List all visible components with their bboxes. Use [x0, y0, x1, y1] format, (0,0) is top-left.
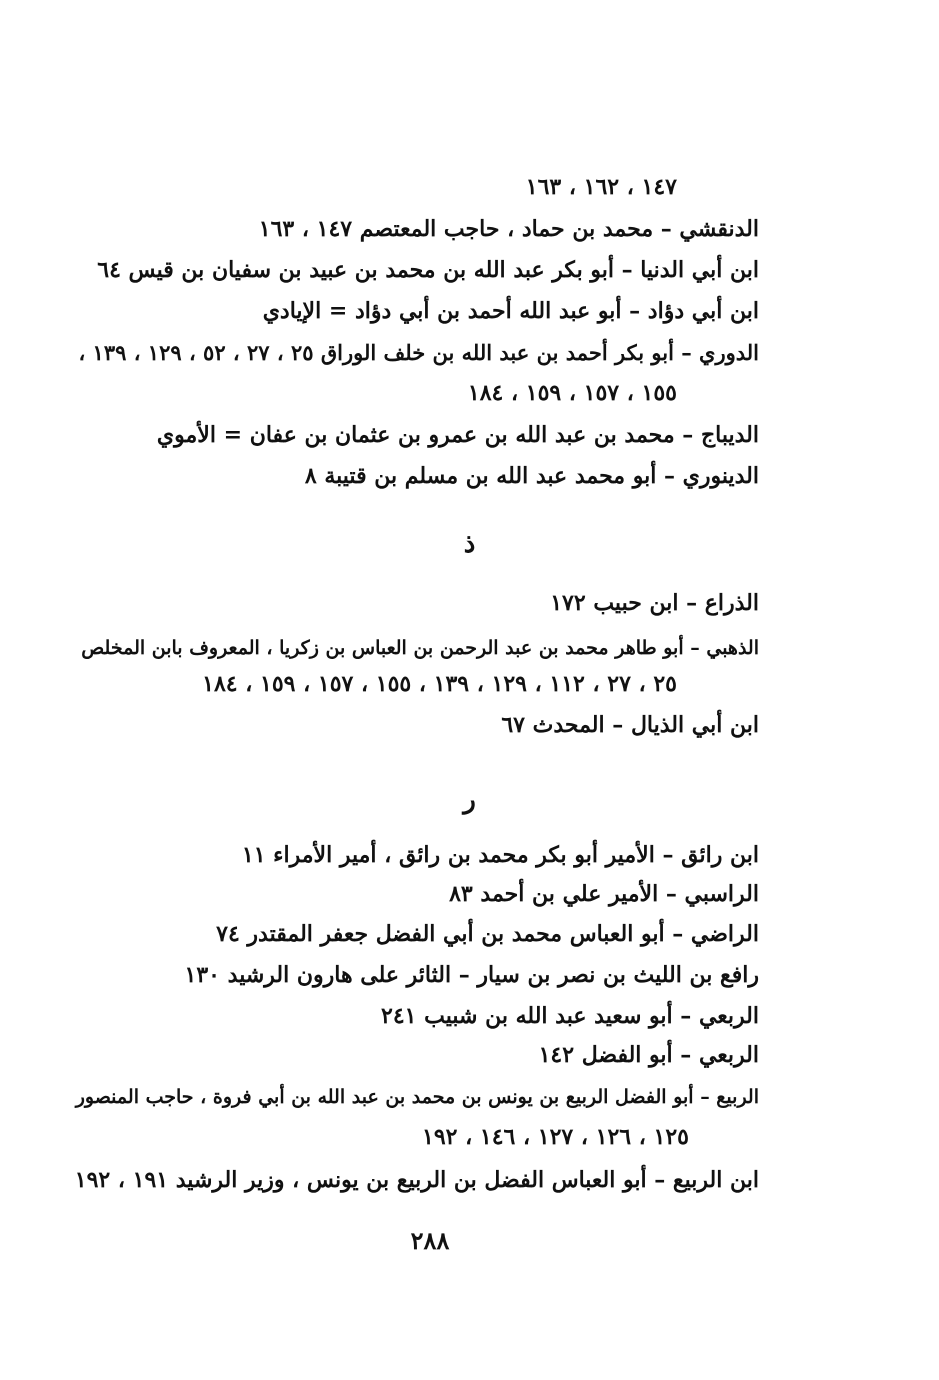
index-line: الذراع – ابن حبيب ١٧٢ [550, 590, 759, 616]
index-line: الدنقشي – محمد بن حماد ، حاجب المعتصم ١٤٧ ، ١٦٣ [258, 216, 759, 242]
section-letter-ra: ر [463, 785, 476, 815]
index-line: الدوري – أبو بكر أحمد بن عبد الله بن خلف الوراق ٢٥ ، ٢٧ ، ٥٢ ، ١٢٩ ، ١٣٩ ، [78, 340, 759, 365]
index-line: الربعي – أبو الفضل ١٤٢ [538, 1042, 759, 1068]
index-line: ١٥٥ ، ١٥٧ ، ١٥٩ ، ١٨٤ [467, 380, 677, 406]
index-line: ابن أبي الذيال – المحدث ٦٧ [501, 712, 759, 738]
index-line: ١٢٥ ، ١٢٦ ، ١٢٧ ، ١٤٦ ، ١٩٢ [422, 1124, 689, 1150]
index-line: الديباج – محمد بن عبد الله بن عمرو بن عثمان بن عفان = الأموي [156, 422, 759, 448]
index-line: رافع بن الليث بن نصر بن سيار – الثائر على هارون الرشيد ١٣٠ [184, 962, 759, 988]
index-line: ابن أبي الدنيا – أبو بكر عبد الله بن محمد بن عبيد بن سفيان بن قيس ٦٤ [97, 257, 759, 283]
index-line: الراسبي – الأمير علي بن أحمد ٨٣ [449, 881, 759, 907]
index-line: الراضي – أبو العباس محمد بن أبي الفضل جعفر المقتدر ٧٤ [216, 921, 759, 947]
index-line: الربيع – أبو الفضل الربيع بن يونس بن محمد بن عبد الله بن أبي فروة ، حاجب المنصور [75, 1086, 759, 1108]
section-letter-dhal: ذ [463, 529, 476, 559]
page-number: ٢٨٨ [410, 1226, 450, 1255]
index-line: ٢٥ ، ٢٧ ، ١١٢ ، ١٢٩ ، ١٣٩ ، ١٥٥ ، ١٥٧ ، ١٥٩ ، ١٨٤ [202, 671, 677, 697]
index-line: الربعي – أبو سعيد عبد الله بن شبيب ٢٤١ [381, 1003, 759, 1029]
index-line: ابن رائق – الأمير أبو بكر محمد بن رائق ، أمير الأمراء ١١ [241, 842, 759, 868]
index-line: ابن الربيع – أبو العباس الفضل بن الربيع بن يونس ، وزير الرشيد ١٩١ ، ١٩٢ [74, 1167, 759, 1193]
index-line: ابن أبي دؤاد – أبو عبد الله أحمد بن أبي دؤاد = الإيادي [262, 298, 759, 324]
index-line: ١٤٧ ، ١٦٢ ، ١٦٣ [525, 174, 677, 200]
index-line: الذهبي – أبو طاهر محمد بن عبد الرحمن بن العباس بن زكريا ، المعروف بابن المخلص [81, 637, 759, 659]
index-line: الدينوري – أبو محمد عبد الله بن مسلم بن قتيبة ٨ [304, 463, 759, 489]
